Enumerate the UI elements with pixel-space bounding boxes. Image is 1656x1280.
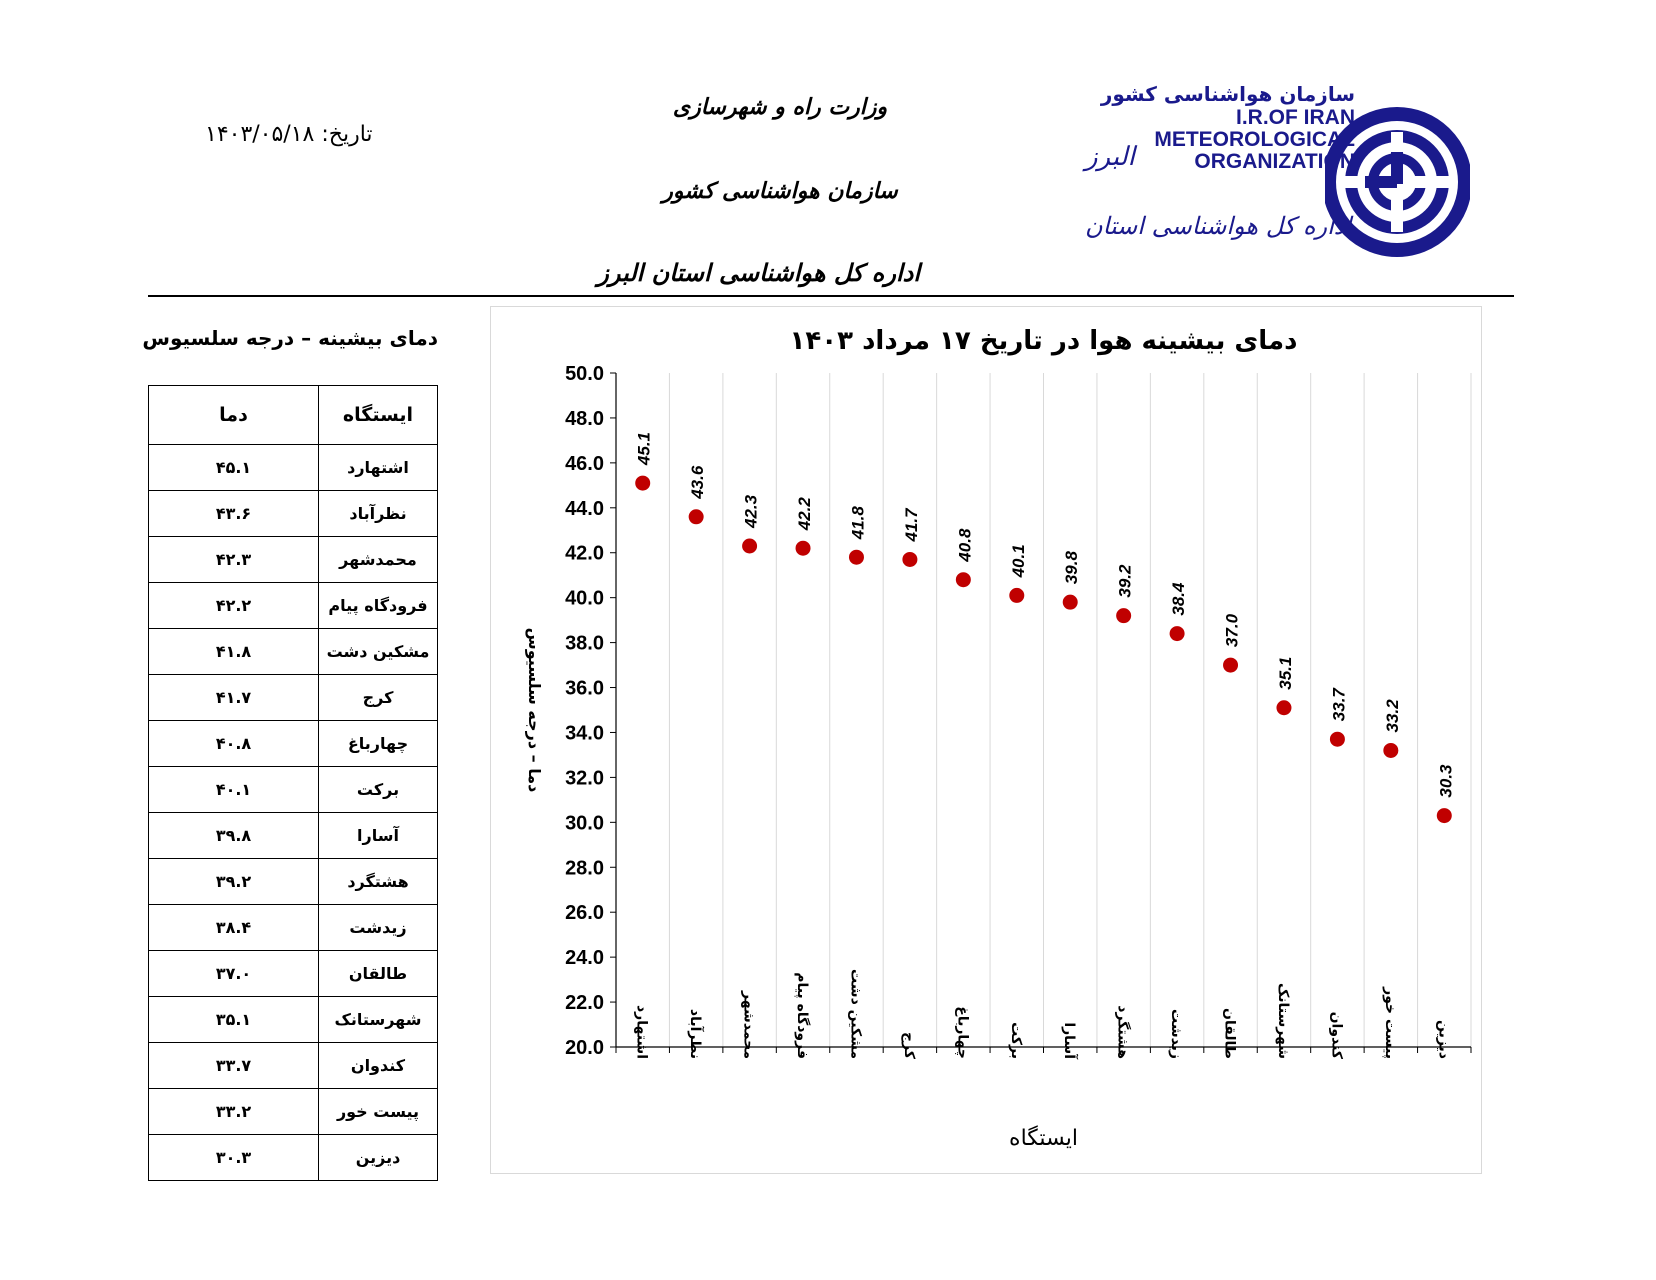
x-tick-label: نظرآباد (687, 1008, 704, 1059)
data-label: 39.8 (1062, 551, 1082, 585)
x-tick-label: طالقان (1221, 1008, 1238, 1059)
temp-cell: ۴۱.۸ (149, 629, 319, 675)
table-row (149, 905, 438, 951)
data-label: 41.7 (901, 508, 921, 542)
max-temperature-chart (491, 307, 1481, 1173)
y-tick-label: 50.0 (565, 363, 604, 385)
x-tick-label: دیزین (1435, 1019, 1452, 1059)
data-label: 40.1 (1008, 544, 1028, 578)
station-cell: مشکین دشت (319, 629, 438, 675)
data-label: 45.1 (634, 431, 654, 466)
table-row (149, 1135, 438, 1181)
y-tick-label: 30.0 (565, 812, 604, 835)
station-cell: زیدشت (319, 905, 438, 951)
data-label: 41.8 (848, 506, 868, 540)
y-tick-label: 40.0 (565, 587, 604, 610)
logo-en-line2: METEOROLOGICAL (1154, 128, 1355, 151)
y-tick-label: 20.0 (565, 1037, 604, 1059)
column-header-station: ایستگاه (319, 386, 438, 445)
x-tick-label: شهرستانک (1274, 982, 1291, 1059)
data-label: 37.0 (1222, 613, 1242, 648)
station-cell: کندوان (319, 1043, 438, 1089)
y-tick-label: 34.0 (565, 722, 604, 745)
temp-cell: ۴۱.۷ (149, 675, 319, 721)
x-tick-label: کندوان (1328, 1011, 1345, 1059)
chart-frame (490, 306, 1482, 1174)
table-row (149, 997, 438, 1043)
logo-office-name: اداره کل هواشناسی استان (1085, 212, 1352, 240)
province-office-title: اداره کل هواشناسی استان البرز (597, 258, 920, 287)
data-point (1169, 626, 1185, 642)
data-label: 35.1 (1275, 656, 1295, 690)
data-point (1276, 700, 1292, 716)
data-point (1009, 587, 1025, 603)
temp-cell: ۳۳.۷ (149, 1043, 319, 1089)
data-point (902, 551, 918, 567)
temperature-table (148, 385, 438, 1181)
x-tick-label: هشتگرد (1114, 1005, 1131, 1059)
temp-cell: ۳۸.۴ (149, 905, 319, 951)
data-point (848, 549, 864, 565)
x-tick-label: مشکین دشت (847, 968, 864, 1059)
table-row (149, 675, 438, 721)
y-tick-label: 36.0 (565, 677, 604, 700)
x-tick-label: زیدشت (1168, 1009, 1185, 1059)
temp-cell: ۳۹.۲ (149, 859, 319, 905)
logo-fa-title: سازمان هواشناسی کشور (1100, 82, 1355, 106)
data-point (1329, 731, 1345, 747)
y-tick-label: 44.0 (565, 497, 604, 520)
table-row (149, 1089, 438, 1135)
y-tick-label: 28.0 (565, 857, 604, 880)
station-cell: کرج (319, 675, 438, 721)
table-row (149, 951, 438, 997)
table-row (149, 767, 438, 813)
station-cell: برکت (319, 767, 438, 813)
data-label: 33.7 (1329, 688, 1349, 722)
table-title: دمای بیشینه – درجه سلسیوس (142, 326, 438, 350)
table-row (149, 1043, 438, 1089)
y-tick-label: 32.0 (565, 767, 604, 790)
data-point (795, 540, 811, 556)
x-tick-label: کرج (900, 1032, 917, 1059)
x-tick-label: اشتهارد (633, 1004, 650, 1059)
station-cell: هشتگرد (319, 859, 438, 905)
ministry-title: وزارت راه و شهرسازی (672, 94, 888, 120)
station-cell: چهارباغ (319, 721, 438, 767)
meteorological-organization-logo (1085, 82, 1470, 282)
table-row (149, 813, 438, 859)
station-cell: پیست خور (319, 1089, 438, 1135)
table-row (149, 491, 438, 537)
station-cell: فرودگاه پیام (319, 583, 438, 629)
y-tick-label: 26.0 (565, 902, 604, 925)
organization-title: سازمان هواشناسی کشور (662, 178, 898, 204)
temp-cell: ۳۹.۸ (149, 813, 319, 859)
y-tick-label: 46.0 (565, 452, 604, 475)
station-cell: دیزین (319, 1135, 438, 1181)
station-cell: محمدشهر (319, 537, 438, 583)
logo-emblem-icon (1325, 92, 1470, 272)
x-tick-label: چهارباغ (954, 1006, 971, 1059)
temp-cell: ۴۰.۱ (149, 767, 319, 813)
y-tick-label: 42.0 (565, 542, 604, 565)
report-date: تاریخ: ۱۴۰۳/۰۵/۱۸ (205, 122, 373, 147)
data-point (742, 538, 758, 554)
logo-province-name: البرز (1085, 142, 1135, 172)
table-header-row (149, 386, 438, 445)
temp-cell: ۴۵.۱ (149, 445, 319, 491)
data-label: 42.2 (795, 497, 815, 531)
table-row (149, 583, 438, 629)
station-cell: آسارا (319, 813, 438, 859)
data-point (1383, 742, 1399, 758)
data-point (1062, 594, 1078, 610)
table-row (149, 445, 438, 491)
temp-cell: ۴۳.۶ (149, 491, 319, 537)
table-row (149, 859, 438, 905)
station-cell: شهرستانک (319, 997, 438, 1043)
data-point (635, 475, 651, 491)
station-cell: نظرآباد (319, 491, 438, 537)
x-tick-label: برکت (1007, 1022, 1024, 1059)
station-cell: اشتهارد (319, 445, 438, 491)
header-divider (148, 295, 1514, 297)
data-label: 39.2 (1115, 564, 1135, 598)
station-cell: طالقان (319, 951, 438, 997)
temp-cell: ۳۵.۱ (149, 997, 319, 1043)
y-tick-label: 22.0 (565, 992, 604, 1015)
table-row (149, 629, 438, 675)
temp-cell: ۳۰.۳ (149, 1135, 319, 1181)
data-label: 30.3 (1436, 764, 1456, 798)
y-tick-label: 24.0 (565, 947, 604, 970)
temp-cell: ۴۲.۲ (149, 583, 319, 629)
data-label: 42.3 (741, 494, 761, 528)
y-axis-label: دما – درجه سلسیوس (525, 627, 544, 793)
data-point (688, 509, 704, 525)
temp-cell: ۴۲.۳ (149, 537, 319, 583)
table-row (149, 721, 438, 767)
temp-cell: ۳۷.۰ (149, 951, 319, 997)
table-row (149, 537, 438, 583)
temp-cell: ۳۳.۲ (149, 1089, 319, 1135)
x-axis-label: ایستگاه (1009, 1126, 1078, 1151)
temp-cell: ۴۰.۸ (149, 721, 319, 767)
x-tick-label: محمدشهر (740, 991, 757, 1059)
data-label: 38.4 (1169, 582, 1189, 616)
x-tick-label: پیست خور (1381, 987, 1398, 1059)
data-point (1116, 608, 1132, 624)
chart-title: دمای بیشینه هوا در تاریخ ۱۷ مرداد ۱۴۰۳ (789, 326, 1298, 356)
column-header-temp: دما (149, 386, 319, 445)
data-label: 43.6 (688, 465, 708, 499)
logo-en-line1: I.R.OF IRAN (1236, 106, 1355, 129)
logo-en-line3: ORGANIZATION (1194, 150, 1355, 173)
data-label: 33.2 (1382, 699, 1402, 733)
data-label: 40.8 (955, 528, 975, 562)
x-tick-label: آسارا (1061, 1022, 1078, 1059)
y-tick-label: 48.0 (565, 407, 604, 430)
data-point (955, 572, 971, 588)
x-tick-label: فرودگاه پیام (794, 972, 811, 1059)
data-point (1436, 808, 1452, 824)
y-tick-label: 38.0 (565, 632, 604, 655)
data-point (1223, 657, 1239, 673)
